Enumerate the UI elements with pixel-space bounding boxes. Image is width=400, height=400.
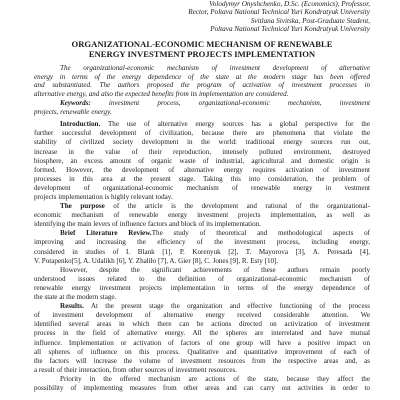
literature-review-paragraph	[34, 229, 370, 302]
section-label-results: Results.	[60, 302, 84, 311]
author-block	[34, 0, 370, 34]
body-line: considered in studies of I. Blank [1], P. Korenyuk [2], T. Mayorova [3], A. Peresada [4],	[34, 247, 370, 256]
results-paragraph	[34, 302, 370, 393]
body-line: biosphere, an excess amount of organic waste of industrial, agricultural and domestic origin is	[34, 156, 370, 165]
body-line: renewable energy investment projects implementation in terms of the energy dependence of	[34, 283, 370, 292]
abstract-line: and substantiated. The authors proposed the program of activation of investment processes in	[34, 81, 370, 90]
abstract-line: energy in terms of the energy dependence of the state at the modern stage has been offered	[34, 72, 370, 81]
section-label-review: Brief Literature Review.	[60, 229, 152, 238]
body-line: possibility of implementing measures from other areas and can carry out activities in order to	[34, 383, 370, 392]
body-line: economic mechanism of renewable energy investment projects implementation, as well as	[34, 211, 370, 220]
body-line: process in the field of alternative energy. All the spheres are interrelated and have mutual	[34, 329, 370, 338]
author-line: Rector, Poltava National Technical Yuri Kondratyuk University	[188, 8, 370, 17]
body-line: all spheres of influence on this process. Qualitative and quantitative improvement of each of	[34, 347, 370, 356]
body-line: influence. Implementation or activation of factors of one group will have a positive impact on	[34, 338, 370, 347]
body-line: increase in the value of their reproduction, intensely polluted environment, destroyed	[34, 147, 370, 156]
body-line: identifying the main levers of influence factors and block of its implementation.	[34, 220, 261, 229]
body-line: Brief Literature Review.The study of theoretical and methodological aspects of	[60, 229, 370, 238]
paper-page	[34, 0, 370, 393]
body-line: identified several areas in which there can be actions directed on activization of investment	[34, 320, 370, 329]
body-line: processes in this area at the present stage. Taking this into consideration, the problem of	[34, 174, 370, 183]
body-line: Priority in the offered mechanism are actions of the state, because they affect the	[60, 374, 370, 383]
paper-title	[34, 39, 370, 59]
body-line: understood issues related to the definition of organizational-economic mechanism of	[34, 274, 370, 283]
body-line: However, despite the significant achievements of these authors remain poorly	[60, 265, 370, 274]
title-line: ORGANIZATIONAL-ECONOMIC MECHANISM OF RENEWABLE	[71, 38, 333, 49]
section-label-purpose: The purpose	[60, 202, 105, 211]
body-line: the state at the modern stage.	[34, 293, 117, 302]
author-line: Svitlana Sivitska, Post-Graduate Student,	[250, 16, 370, 25]
body-line: stability of civilized society development in the world: traditional energy sources run out,	[34, 138, 370, 147]
body-line: improving and increasing the efficiency of the investment process, including energy,	[34, 238, 370, 247]
body-line: Introduction. The use of alternative energy sources has a global perspective for the	[60, 120, 370, 129]
abstract-line: The organizational-economic mechanism of investment development of alternative	[60, 64, 370, 73]
keywords-text: investment process, organizational-economic mechanism, investment	[90, 98, 370, 107]
section-label-introduction: Introduction.	[60, 120, 101, 129]
body-line: development of organizational-economic mechanism of renewable energy in vestment	[34, 183, 370, 192]
keywords-label: Keywords:	[60, 98, 91, 107]
author-line: Poltava National Technical Yuri Kondratyuk University	[210, 25, 370, 34]
abstract	[34, 64, 370, 116]
body-line: formed. However, the development of alternative energy requires activation of investment	[34, 165, 370, 174]
author-line: Volodymyr Onyshchenko, D.Sc. (Economics), Professor,	[209, 0, 370, 8]
keywords-line: projects, renewable energy.	[34, 107, 112, 116]
keywords-line	[34, 99, 370, 108]
body-line: a result of their interaction, from other sources of investment resources.	[34, 365, 237, 374]
body-line: Results. At the present stage the organization and effective functioning of the process	[60, 302, 370, 311]
body-line: V. Potapenko[5], A. Udalikh [6], Y. Zhaliło [7], A. Gier [8], C. Jones [9], R. Esty [10].	[34, 256, 279, 265]
body-line: projects implementation is highly relevant today.	[34, 193, 173, 201]
body-line: the factors will increase the volume of investment resources from the respective areas and, as	[34, 356, 370, 365]
abstract-line: alternative energy, and also the expected benefits from its implementation are considered.	[34, 90, 289, 99]
introduction-paragraph	[34, 120, 370, 202]
body-line: further successful development of civilization, because there are phenomena that violate the	[34, 129, 370, 138]
body-line: The purpose of the article is the development and rational of the organizational-	[60, 202, 370, 211]
body-line: of investment development of alternative energy received considerable attention. We	[34, 311, 370, 320]
title-line: ENERGY INVESTMENT PROJECTS IMPLEMENTATION	[88, 48, 316, 59]
purpose-paragraph	[34, 202, 370, 229]
article-body	[34, 120, 370, 393]
